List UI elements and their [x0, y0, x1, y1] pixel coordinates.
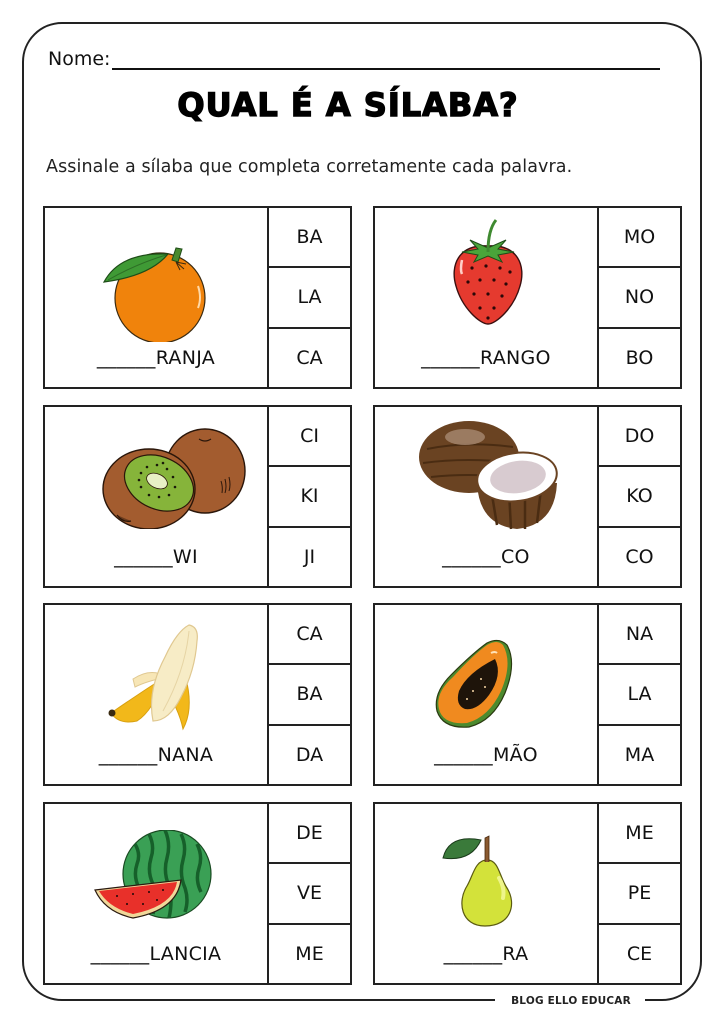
exercise-card-kiwi — [43, 405, 352, 588]
papaya-icon — [433, 635, 515, 731]
exercise-card-pear — [373, 802, 682, 985]
syllable-options — [599, 208, 680, 387]
exercise-card-coconut — [373, 405, 682, 588]
exercise-card-orange — [43, 206, 352, 389]
syllable-option[interactable]: NA — [625, 623, 654, 646]
footer-credit: BLOG ELLO EDUCAR — [511, 995, 631, 1007]
exercise-card-papaya — [373, 603, 682, 786]
name-line[interactable] — [112, 50, 660, 70]
syllable-option[interactable]: NO — [599, 266, 680, 326]
syllable-option[interactable]: CA — [269, 327, 350, 387]
syllable-option[interactable]: ME — [269, 923, 350, 983]
word-prompt: ______WI — [114, 546, 198, 568]
syllable-option[interactable]: BO — [599, 327, 680, 387]
syllable-option[interactable]: CO — [599, 526, 680, 586]
syllable-option[interactable]: BA — [296, 226, 323, 249]
picture-area — [375, 804, 599, 983]
word-prompt: ______RANJA — [96, 347, 216, 369]
syllable-option[interactable]: DE — [296, 822, 323, 845]
picture-area — [375, 407, 599, 586]
page-title: QUAL É A SÍLABA? — [177, 86, 519, 124]
syllable-options — [269, 804, 350, 983]
picture-area — [45, 605, 269, 784]
syllable-option[interactable]: CA — [296, 623, 323, 646]
syllable-option[interactable]: JI — [269, 526, 350, 586]
watermelon-icon — [93, 830, 213, 925]
syllable-option[interactable]: MO — [623, 226, 656, 249]
name-field[interactable] — [48, 48, 660, 70]
picture-area — [45, 804, 269, 983]
word-prompt: ______MÃO — [434, 744, 538, 766]
syllable-option[interactable]: LA — [599, 663, 680, 723]
syllable-option[interactable]: ME — [625, 822, 654, 845]
pear-icon — [441, 818, 531, 930]
syllable-option[interactable]: PE — [599, 862, 680, 922]
name-label: Nome: — [48, 48, 111, 70]
syllable-options — [599, 804, 680, 983]
exercise-card-banana — [43, 603, 352, 786]
syllable-options — [269, 407, 350, 586]
picture-area — [45, 208, 269, 387]
syllable-options — [599, 605, 680, 784]
syllable-option[interactable]: DO — [624, 425, 655, 448]
picture-area — [375, 208, 599, 387]
syllable-option[interactable]: CI — [300, 425, 319, 448]
syllable-option[interactable]: CE — [599, 923, 680, 983]
syllable-option[interactable]: DA — [269, 724, 350, 784]
syllable-options — [269, 208, 350, 387]
kiwi-icon — [101, 425, 246, 529]
word-prompt: ______CO — [442, 546, 530, 568]
syllable-option[interactable]: KO — [599, 465, 680, 525]
picture-area — [375, 605, 599, 784]
picture-area — [45, 407, 269, 586]
syllable-option[interactable]: MA — [599, 724, 680, 784]
syllable-options — [269, 605, 350, 784]
exercise-card-watermelon — [43, 802, 352, 985]
word-prompt: ______LANCIA — [90, 943, 222, 965]
syllable-options — [599, 407, 680, 586]
word-prompt: ______NANA — [98, 744, 214, 766]
syllable-option[interactable]: LA — [269, 266, 350, 326]
word-prompt: ______RANGO — [421, 347, 551, 369]
instructions: Assinale a sílaba que completa corretamente cada palavra. — [46, 157, 573, 177]
syllable-option[interactable]: VE — [269, 862, 350, 922]
orange-icon — [100, 242, 215, 342]
syllable-option[interactable]: KI — [269, 465, 350, 525]
strawberry-icon — [448, 216, 528, 328]
coconut-icon — [417, 419, 562, 531]
banana-icon — [107, 621, 207, 733]
exercise-card-strawberry — [373, 206, 682, 389]
word-prompt: ______RA — [443, 943, 529, 965]
syllable-option[interactable]: BA — [269, 663, 350, 723]
